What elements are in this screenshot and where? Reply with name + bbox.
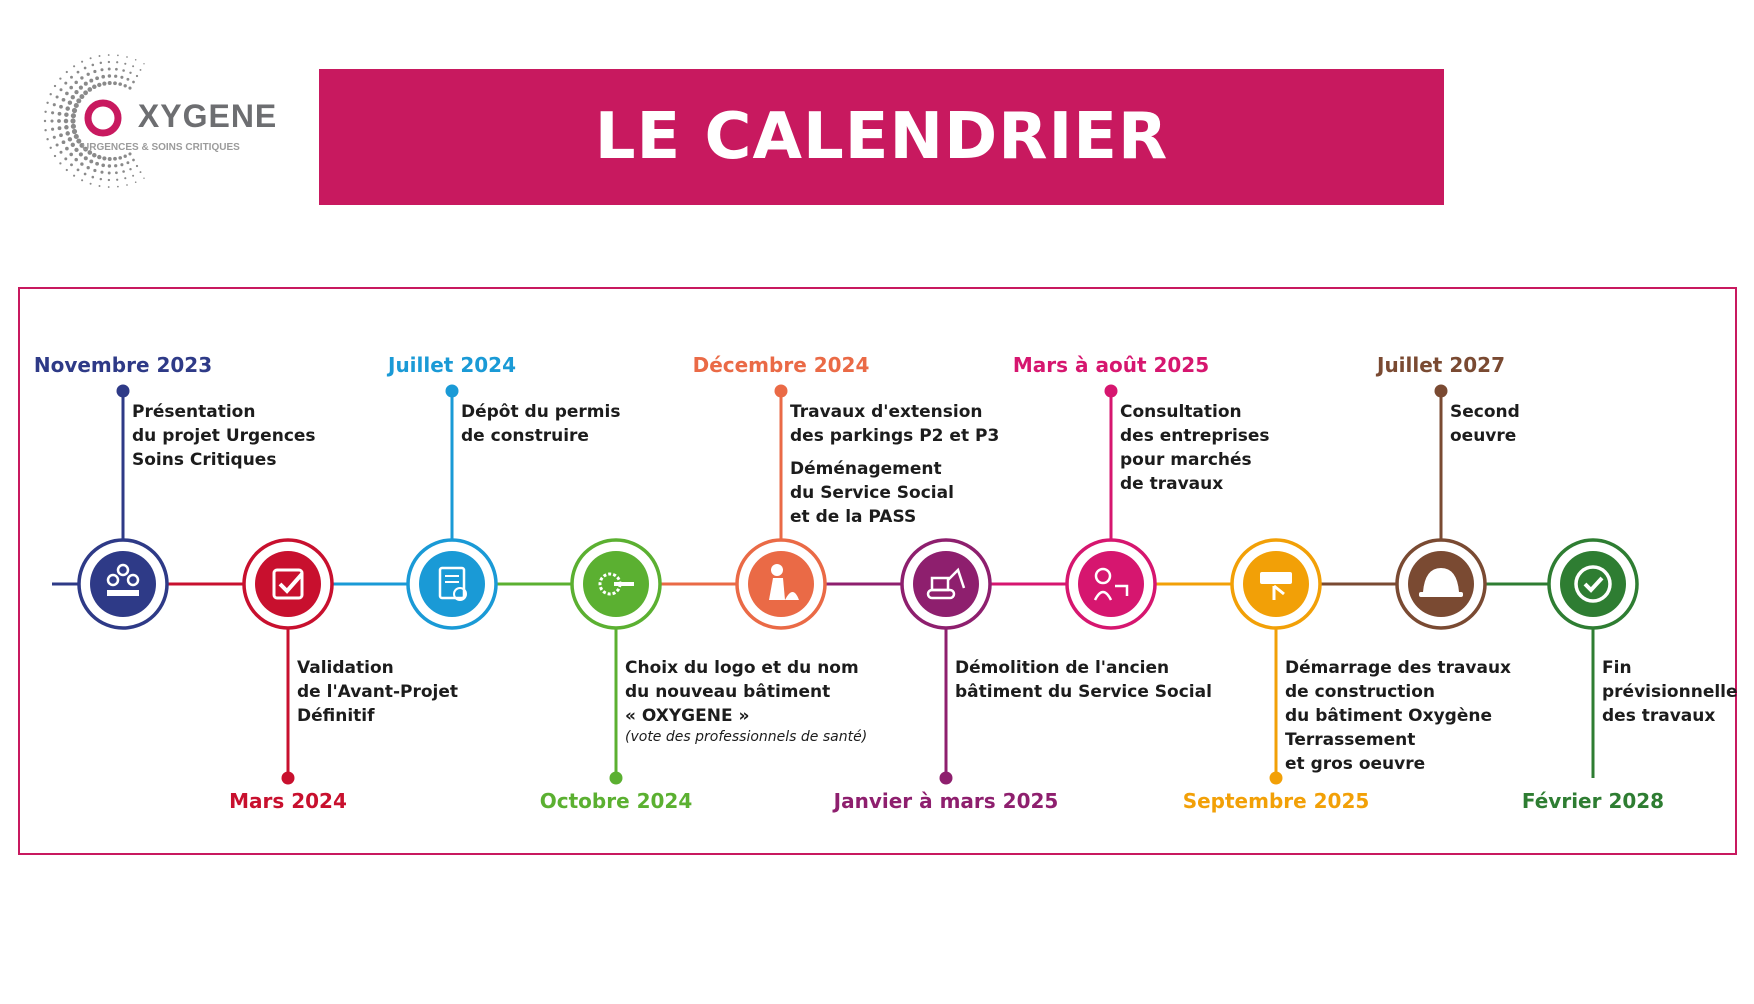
milestone-date: Janvier à mars 2025 [833, 789, 1059, 813]
timeline-stem-dot [1270, 772, 1283, 785]
milestone-description: Choix du logo et du nom du nouveau bâtiment « OXYGENE » [625, 658, 859, 726]
logo-tagline: URGENCES & SOINS CRITIQUES [82, 142, 240, 153]
milestone-date: Juillet 2024 [388, 353, 516, 377]
milestone-description: Démolition de l'ancien bâtiment du Service Social [955, 658, 1212, 702]
timeline-node-disc [255, 551, 321, 617]
timeline-stem-dot [1435, 385, 1448, 398]
timeline-stem-dot [775, 385, 788, 398]
milestone-date: Mars à août 2025 [1012, 353, 1210, 377]
milestone-description: Dépôt du permis de construire [461, 402, 621, 446]
timeline-stem-dot [282, 772, 295, 785]
timeline-stem-dot [610, 772, 623, 785]
milestone-description: Présentation du projet Urgences Soins Critiques [132, 402, 316, 470]
milestone-description: Validation de l'Avant-Projet Définitif [297, 658, 459, 726]
milestone-date: Septembre 2025 [1182, 789, 1370, 813]
milestone-date: Décembre 2024 [692, 353, 870, 377]
milestone-date: Mars 2024 [229, 789, 347, 813]
milestone-date: Février 2028 [1521, 789, 1665, 813]
milestone-description: Fin prévisionnelle des travaux [1602, 658, 1738, 726]
timeline-stem-dot [1105, 385, 1118, 398]
timeline-node-disc [90, 551, 156, 617]
milestone-description: Travaux d'extension des parkings P2 et P3 [790, 402, 1000, 446]
milestone-description-secondary: Déménagement du Service Social et de la PASS [790, 459, 954, 527]
milestone-note: (vote des professionnels de santé) [625, 729, 868, 745]
timeline-node-disc [1560, 551, 1626, 617]
timeline-stem-dot [117, 385, 130, 398]
milestone-date: Juillet 2027 [1377, 353, 1505, 377]
page-title: LE CALENDRIER [594, 100, 1169, 174]
timeline-stem-dot [940, 772, 953, 785]
timeline-node-disc [1078, 551, 1144, 617]
milestone-description: Second oeuvre [1450, 402, 1520, 446]
logo-wordmark-text: XYGENE [137, 98, 278, 134]
timeline-stem-dot [446, 385, 459, 398]
milestone-date: Octobre 2024 [539, 789, 693, 813]
milestone-date: Novembre 2023 [33, 353, 213, 377]
milestone-description: Consultation des entreprises pour marchés de travaux [1120, 402, 1270, 494]
timeline-node-disc [419, 551, 485, 617]
milestone-description: Démarrage des travaux de construction du bâtiment Oxygène Terrassement et gros oeuvre [1285, 658, 1512, 774]
timeline-node-disc [913, 551, 979, 617]
